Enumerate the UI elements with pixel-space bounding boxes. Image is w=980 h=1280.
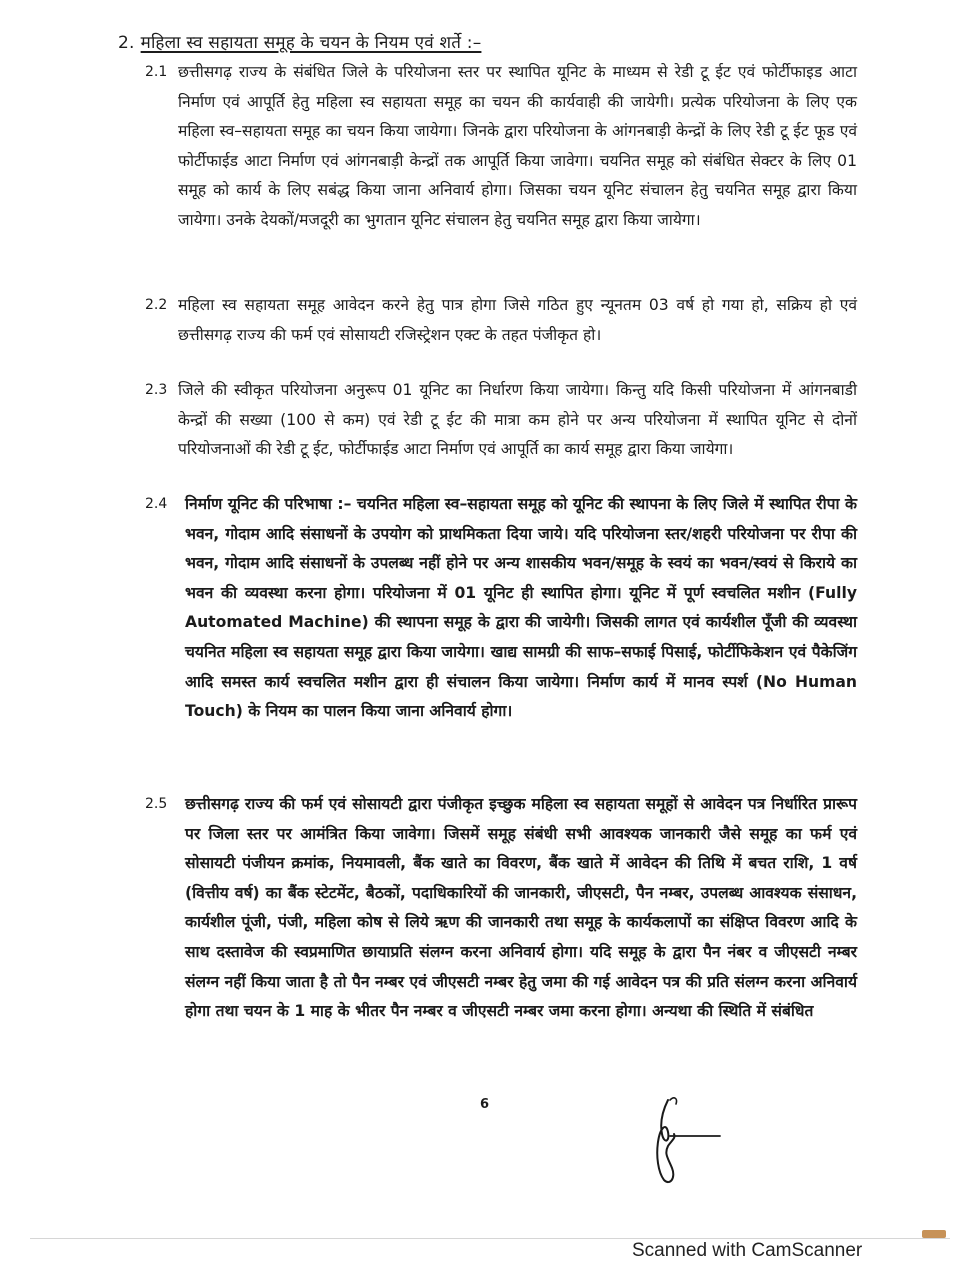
section-title: महिला स्व सहायता समूह के चयन के नियम एवं शर्ते :– — [140, 33, 482, 53]
paragraph-2-1 — [145, 58, 857, 236]
paragraph-2-4 — [145, 490, 857, 727]
signature-icon — [640, 1092, 730, 1192]
scanner-watermark: Scanned with CamScanner — [632, 1240, 863, 1261]
paragraph-2-3 — [145, 376, 857, 465]
paragraph-text: निर्माण यूनिट की परिभाषा :– चयनित महिला स्व–सहायता समूह को यूनिट की स्थापना के लिए जिले में स्थापित रीपा के भवन, गोदाम आदि संसाधनों के उपयोग को प्राथमिकता दिया जाये। यदि परियोजना स्तर/शहरी परियोजना पर रीपा की भवन, गोदाम आदि संसाधनों के उपलब्ध नहीं होने पर अन्य शासकीय भवन/समूह के स्वयं का भवन/स्वयं से किराये का भवन की व्यवस्था करना होगा। परियोजना में 01 यूनिट ही स्थापित होगा। यूनिट में पूर्ण स्वचलित मशीन (Fully Automated Machine) की स्थापना समूह के द्वारा की जायेगी। जिसकी लागत एवं कार्यशील पूँजी की व्यवस्था चयनित महिला स्व सहायता समूह द्वारा किया जायेगा। खाद्य सामग्री की साफ–सफाई पिसाई, फोर्टीफिकेशन एवं पैकेजिंग आदि समस्त कार्य स्वचलित मशीन द्वारा ही संचालन किया जायेगा। निर्माण कार्य में मानव स्पर्श (No Human Touch) के नियम का पालन किया जाना अनिवार्य होगा। — [185, 495, 857, 721]
paragraph-number: 2.2 — [145, 297, 168, 313]
paragraph-2-5 — [145, 790, 857, 1027]
paragraph-number: 2.4 — [145, 496, 168, 512]
bottom-divider — [30, 1238, 950, 1239]
paragraph-number: 2.1 — [145, 64, 168, 80]
section-heading — [118, 30, 481, 53]
page-number: 6 — [480, 1097, 490, 1112]
section-number: 2. — [118, 33, 135, 53]
paragraph-text: छत्तीसगढ़ राज्य की फर्म एवं सोसायटी द्वारा पंजीकृत इच्छुक महिला स्व सहायता समूहों से आवेदन पत्र निर्धारित प्रारूप पर जिला स्तर पर आमंत्रित किया जावेगा। जिसमें समूह संबंधी सभी आवश्यक जानकारी जैसे समूह का फर्म एवं सोसायटी पंजीयन क्रमांक, नियमावली, बैंक खाते का विवरण, बैंक खाते में आवेदन की तिथि में बचत राशि, 1 वर्ष (वित्तीय वर्ष) का बैंक स्टेटमेंट, बैठकों, पदाधिकारियों की जानकारी, जीएसटी, पैन नम्बर, उपलब्ध आवश्यक संसाधन, कार्यशील पूंजी, पंजी, महिला कोष से लिये ऋण की जानकारी तथा समूह के कार्यकलापों का संक्षिप्त विवरण आदि के साथ दस्तावेज की स्वप्रमाणित छायाप्रति संलग्न करना अनिवार्य होगा। यदि समूह के द्वारा पैन नंबर व जीएसटी नम्बर संलग्न नहीं किया जाता है तो पैन नम्बर एवं जीएसटी नम्बर हेतु जमा की गई आवेदन पत्र की प्रति संलग्न करना अनिवार्य होगा तथा चयन के 1 माह के भीतर पैन नम्बर व जीएसटी नम्बर जमा करना होगा। अन्यथा की स्थिति में संबंधित — [185, 795, 857, 1021]
paragraph-text: महिला स्व सहायता समूह आवेदन करने हेतु पात्र होगा जिसे गठित हुए न्यूनतम 03 वर्ष हो गया हो, सक्रिय हो एवं छत्तीसगढ़ राज्य की फर्म एवं सोसायटी रजिस्ट्रेशन एक्ट के तहत पंजीकृत हो। — [178, 296, 857, 344]
paragraph-number: 2.3 — [145, 382, 168, 398]
paragraph-text: छत्तीसगढ़ राज्य के संबंधित जिले के परियोजना स्तर पर स्थापित यूनिट के माध्यम से रेडी टू ईट एवं फोर्टीफाइड आटा निर्माण एवं आपूर्ति हेतु महिला स्व सहायता समूह का चयन की कार्यवाही की जायेगी। प्रत्येक परियोजना के लिए एक महिला स्व–सहायता समूह का चयन किया जायेगा। जिनके द्वारा परियोजना के आंगनबाड़ी केन्द्रों के लिए रेडी टू ईट फूड एवं फोर्टीफाईड आटा निर्माण एवं आंगनबाड़ी केन्द्रों तक आपूर्ति किया जावेगा। चयनित समूह को संबंधित सेक्टर के लिए 01 समूह को कार्य के लिए सबंद्ध किया जाना अनिवार्य होगा। जिसका चयन यूनिट संचालन हेतु चयनित समूह द्वारा किया जायेगा। उनके देयकों/मजदूरी का भुगतान यूनिट संचालन हेतु चयनित समूह द्वारा किया जायेगा। — [178, 63, 857, 229]
paragraph-text: जिले की स्वीकृत परियोजना अनुरूप 01 यूनिट का निर्धारण किया जायेगा। किन्तु यदि किसी परियोजना में आंगनबाडी केन्द्रों की सख्या (100 से कम) एवं रेडी टू ईट की मात्रा कम होने पर अन्य परियोजना में स्थापित यूनिट से दोनों परियोजनाओं की रेडी टू ईट, फोर्टीफाईड आटा निर्माण एवं आपूर्ति का कार्य समूह द्वारा किया जायेगा। — [178, 381, 857, 459]
page-edge-mark — [922, 1230, 946, 1238]
paragraph-number: 2.5 — [145, 796, 168, 812]
paragraph-2-2 — [145, 291, 857, 350]
